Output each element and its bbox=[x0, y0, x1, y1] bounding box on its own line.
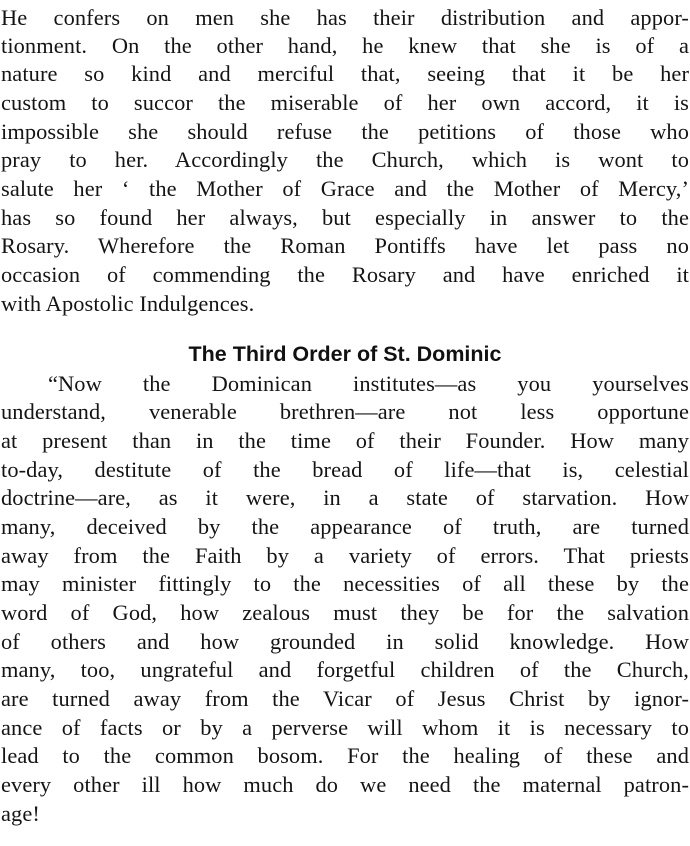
paragraph-2-line-16: age! bbox=[1, 801, 40, 826]
paragraph-2-line-1: “Now the Dominican institutes—as you yourselves bbox=[48, 371, 689, 396]
paragraph-2-line-10: of others and how grounded in solid knowledge. How bbox=[1, 629, 689, 654]
paragraph-1-line-11: with Apostolic Indulgences. bbox=[1, 291, 255, 316]
paragraph-2-line-8: may minister fittingly to the necessities of all these by the bbox=[1, 571, 689, 596]
paragraph-1-line-6: pray to her. Accordingly the Church, which is wont to bbox=[1, 147, 689, 172]
paragraph-1-line-9: Rosary. Wherefore the Roman Pontiffs have let pass no bbox=[1, 233, 689, 258]
paragraph-1-line-8: has so found her always, but especially in answer to the bbox=[1, 205, 689, 230]
paragraph-2-line-12: are turned away from the Vicar of Jesus Christ by ignor- bbox=[1, 686, 689, 711]
paragraph-2-line-9: word of God, how zealous must they be for the salvation bbox=[1, 600, 689, 625]
paragraph-2-line-2: understand, venerable brethren—are not less opportune bbox=[1, 399, 689, 424]
paragraph-2-line-5: doctrine—are, as it were, in a state of starvation. How bbox=[1, 485, 689, 510]
paragraph-2-line-13: ance of facts or by a perverse will whom it is necessary to bbox=[1, 715, 689, 740]
paragraph-1-line-1: He confers on men she has their distribution and appor- bbox=[1, 5, 689, 30]
paragraph-1-line-4: custom to succor the miserable of her own accord, it is bbox=[1, 90, 689, 115]
paragraph-2-line-4: to-day, destitute of the bread of life—that is, celestial bbox=[1, 457, 689, 482]
paragraph-1-line-3: nature so kind and merciful that, seeing that it be her bbox=[1, 61, 689, 86]
paragraph-2-line-6: many, deceived by the appearance of truth, are turned bbox=[1, 514, 689, 539]
paragraph-1-line-10: occasion of commending the Rosary and have enriched it bbox=[1, 262, 689, 287]
paragraph-1-line-2: tionment. On the other hand, he knew that she is of a bbox=[1, 33, 689, 58]
paragraph-2-line-14: lead to the common bosom. For the healing of these and bbox=[1, 743, 689, 768]
paragraph-2-line-7: away from the Faith by a variety of errors. That priests bbox=[1, 543, 689, 568]
paragraph-2-line-15: every other ill how much do we need the maternal patron- bbox=[1, 772, 689, 797]
section-heading: The Third Order of St. Dominic bbox=[188, 342, 502, 366]
paragraph-1-line-5: impossible she should refuse the petitions of those who bbox=[1, 119, 689, 144]
paragraph-2-line-3: at present than in the time of their Founder. How many bbox=[1, 428, 689, 453]
paragraph-2-line-11: many, too, ungrateful and forgetful children of the Church, bbox=[1, 657, 689, 682]
paragraph-1-line-7: salute her ‘ the Mother of Grace and the Mother of Mercy,’ bbox=[1, 176, 689, 201]
